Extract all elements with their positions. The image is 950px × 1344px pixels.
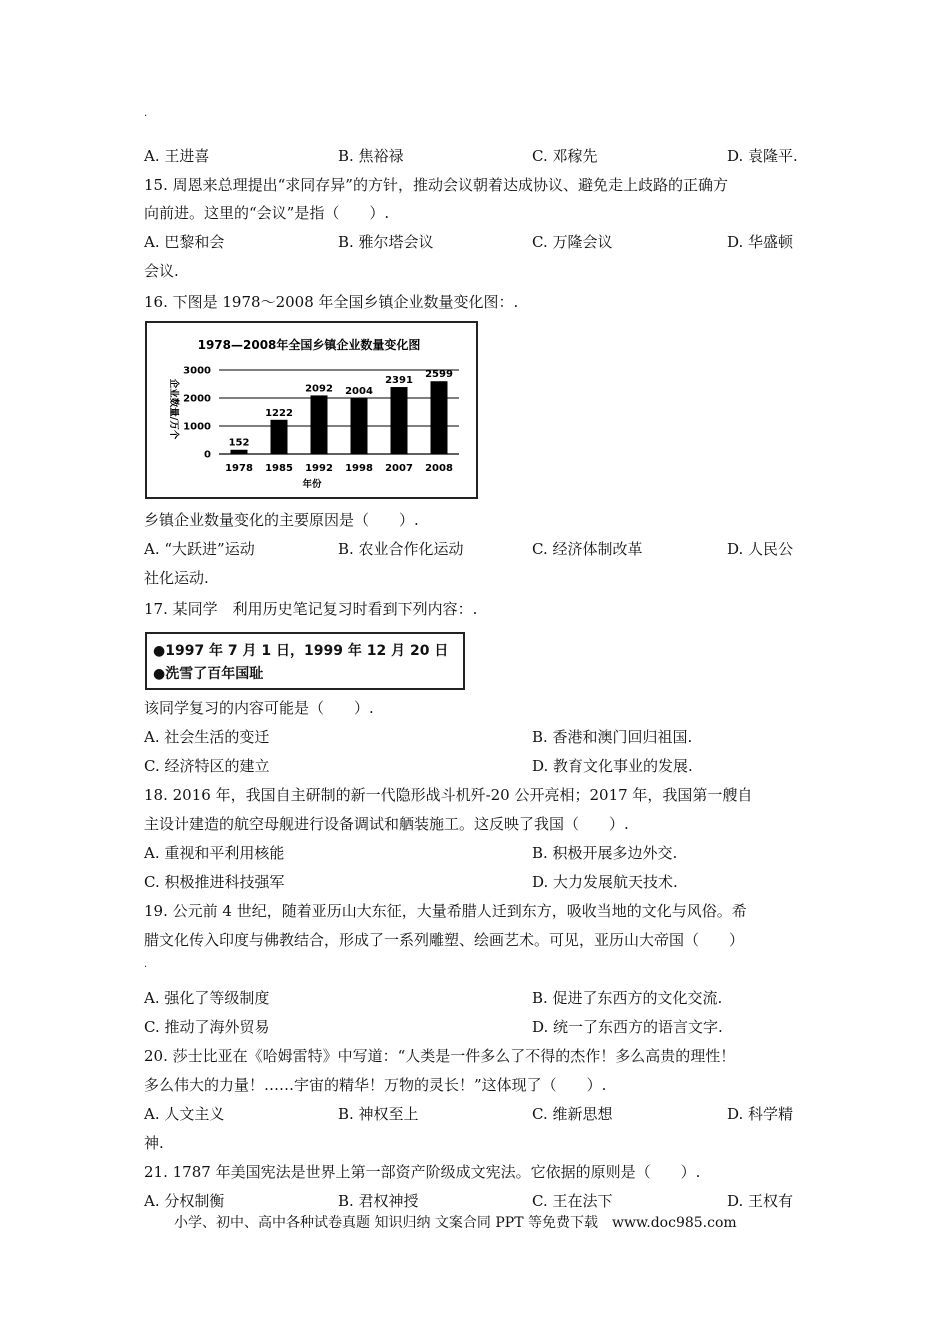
q19-option-c: C. 推动了海外贸易 — [144, 1018, 270, 1036]
bar — [351, 398, 368, 454]
q18-option-a: A. 重视和平利用核能 — [144, 844, 285, 862]
q20-stem-line-2: 多么伟大的力量！……宇宙的精华！万物的灵长！”这体现了（ ）. — [144, 1076, 607, 1094]
q20-option-a: A. 人文主义 — [144, 1105, 225, 1123]
bar — [311, 395, 328, 454]
q21-option-a: A. 分权制衡 — [144, 1192, 225, 1210]
q21-option-b: B. 君权神授 — [338, 1192, 419, 1210]
bar-value-label: 2599 — [425, 369, 453, 381]
q15-option-d: D. 华盛顿 — [727, 233, 794, 251]
q16-stem: 16. 下图是 1978～2008 年全国乡镇企业数量变化图：. — [144, 293, 519, 311]
bar-value-label: 2004 — [345, 385, 373, 397]
x-tick-label: 2007 — [385, 463, 413, 474]
q18-stem-line-1: 18. 2016 年，我国自主研制的新一代隐形战斗机歼-20 公开亮相；2017 年，我国第一艘自 — [144, 786, 753, 804]
y-tick-label: 3000 — [183, 365, 211, 377]
bar — [391, 387, 408, 454]
y-tick-label: 1000 — [183, 421, 211, 433]
q21-stem: 21. 1787 年美国宪法是世界上第一部资产阶级成文宪法。它依据的原则是（ ）. — [144, 1163, 701, 1181]
q14-option-d: D. 袁隆平. — [727, 147, 798, 165]
x-tick-label: 1985 — [265, 463, 293, 474]
q17-question: 该同学复习的内容可能是（ ）. — [144, 699, 374, 717]
x-axis-label: 年份 — [302, 479, 322, 490]
q21-option-d: D. 王权有 — [727, 1192, 794, 1210]
q18-stem-line-2: 主设计建造的航空母舰进行设备调试和舾装施工。这反映了我国（ ）. — [144, 815, 629, 833]
q20-option-c: C. 维新思想 — [532, 1105, 613, 1123]
q20-option-continuation: 神. — [144, 1134, 164, 1152]
q19-option-b: B. 促进了东西方的文化交流. — [532, 989, 723, 1007]
q16-option-d: D. 人民公 — [727, 540, 794, 558]
q20-option-d: D. 科学精 — [727, 1105, 794, 1123]
q16-option-c: C. 经济体制改革 — [532, 540, 643, 558]
y-tick-label: 2000 — [183, 393, 211, 405]
q17-option-b: B. 香港和澳门回归祖国. — [532, 728, 693, 746]
page-footer: 小学、初中、高中各种试卷真题 知识归纳 文案合同 PPT 等免费下载 www.doc985.com — [174, 1215, 737, 1231]
q19-option-a: A. 强化了等级制度 — [144, 989, 270, 1007]
x-tick-label: 2008 — [425, 463, 453, 474]
q15-option-continuation: 会议. — [144, 262, 179, 280]
q15-option-c: C. 万隆会议 — [532, 233, 613, 251]
bar-value-label: 2391 — [385, 375, 413, 387]
q18-option-b: B. 积极开展多边外交. — [532, 844, 678, 862]
bar-chart — [147, 323, 476, 497]
top-mark: . — [144, 108, 148, 119]
q19-option-d: D. 统一了东西方的语言文字. — [532, 1018, 723, 1036]
note-line-1: ●1997 年 7 月 1 日，1999 年 12 月 20 日 — [153, 643, 449, 659]
bar-chart-figure — [145, 321, 478, 499]
note-box — [145, 632, 465, 690]
q17-option-a: A. 社会生活的变迁 — [144, 728, 270, 746]
q17-stem: 17. 某同学 利用历史笔记复习时看到下列内容：. — [144, 600, 478, 618]
bar-value-label: 152 — [228, 437, 250, 449]
chart-title: 1978—2008年全国乡镇企业数量变化图 — [197, 338, 421, 352]
q15-option-b: B. 雅尔塔会议 — [338, 233, 434, 251]
q19-stem-line-2: 腊文化传入印度与佛教结合，形成了一系列雕塑、绘画艺术。可见，亚历山大帝国（ ） — [144, 931, 745, 949]
q20-option-b: B. 神权至上 — [338, 1105, 419, 1123]
y-tick-label: 0 — [204, 449, 211, 461]
q14-option-c: C. 邓稼先 — [532, 147, 598, 165]
y-axis-label: 企业数量/万个 — [168, 378, 179, 440]
bar — [271, 420, 288, 454]
q16-option-b: B. 农业合作化运动 — [338, 540, 464, 558]
q18-option-c: C. 积极推进科技强军 — [144, 873, 285, 891]
q21-option-c: C. 王在法下 — [532, 1192, 613, 1210]
q19-mark: . — [144, 959, 148, 970]
q18-option-d: D. 大力发展航天技术. — [532, 873, 678, 891]
q14-option-b: B. 焦裕禄 — [338, 147, 404, 165]
q16-option-a: A. “大跃进”运动 — [144, 540, 255, 558]
q19-stem-line-1: 19. 公元前 4 世纪，随着亚历山大东征，大量希腊人迁到东方，吸收当地的文化与风俗。希 — [144, 902, 747, 920]
q17-option-d: D. 教育文化事业的发展. — [532, 757, 693, 775]
q16-question: 乡镇企业数量变化的主要原因是（ ）. — [144, 511, 419, 529]
x-tick-label: 1978 — [225, 463, 253, 474]
bar — [231, 450, 248, 454]
q15-stem-line-2: 向前进。这里的“会议”是指（ ）. — [144, 204, 390, 222]
q20-stem-line-1: 20. 莎士比亚在《哈姆雷特》中写道：“人类是一件多么了不得的杰作！多么高贵的理性！ — [144, 1047, 736, 1065]
bar-value-label: 2092 — [305, 383, 333, 395]
x-tick-label: 1998 — [345, 463, 373, 474]
q14-option-a: A. 王进喜 — [144, 147, 210, 165]
bar — [431, 381, 448, 454]
bar-value-label: 1222 — [265, 407, 293, 419]
q15-option-a: A. 巴黎和会 — [144, 233, 225, 251]
q15-stem-line-1: 15. 周恩来总理提出“求同存异”的方针，推动会议朝着达成协议、避免走上歧路的正确方 — [144, 176, 728, 194]
q16-option-continuation: 社化运动. — [144, 569, 209, 587]
note-line-2: ●洗雪了百年国耻 — [153, 666, 264, 682]
x-tick-label: 1992 — [305, 463, 333, 474]
q17-option-c: C. 经济特区的建立 — [144, 757, 270, 775]
